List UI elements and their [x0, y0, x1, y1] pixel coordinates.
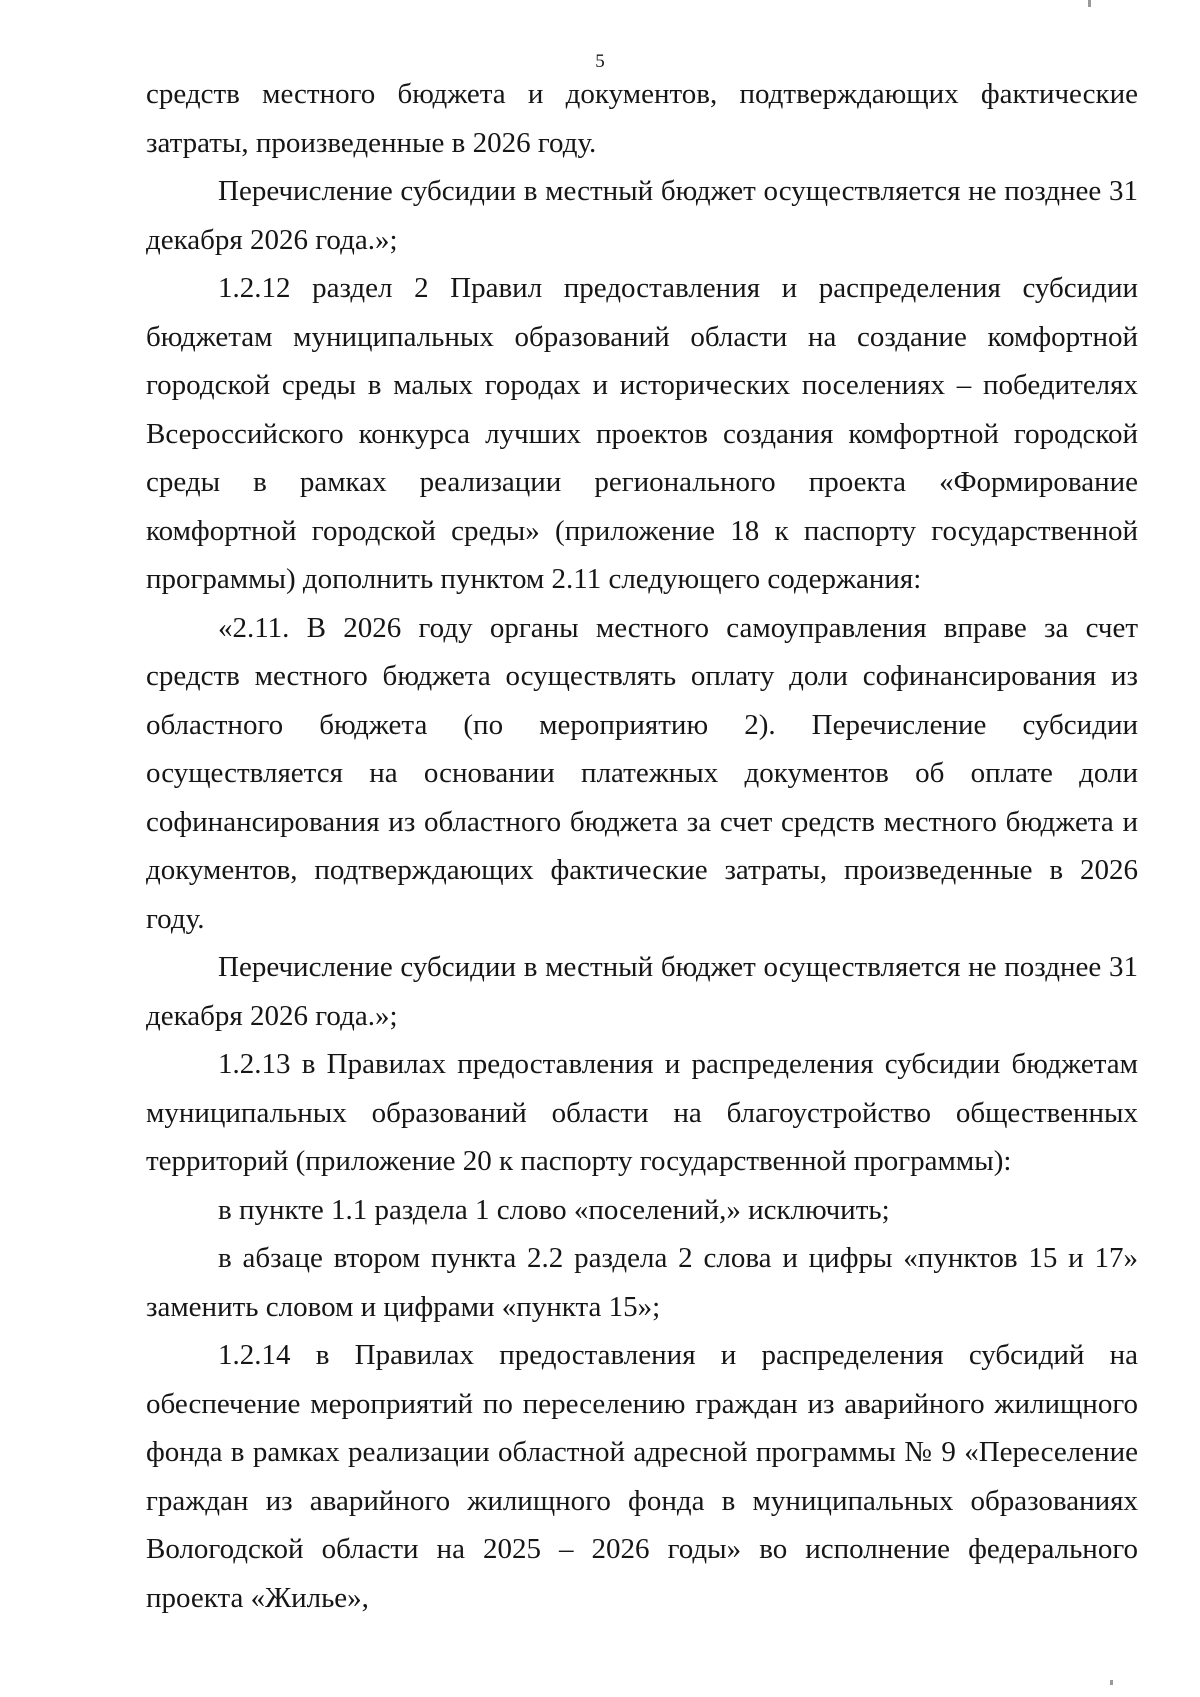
paragraph-transfer-deadline-2: Перечисление субсидии в местный бюджет осуществляется не позднее 31 декабря 2026 года.»; — [146, 951, 1138, 1032]
paragraph-continuation: средств местного бюджета и документов, подтверждающих фактические затраты, произведенные в 2026 году. — [146, 78, 1138, 159]
paragraph-clause-1-1: в пункте 1.1 раздела 1 слово «поселений,» исключить; — [218, 1193, 890, 1226]
scan-edge-mark — [1088, 0, 1091, 7]
scan-edge-mark-bottom — [1110, 1680, 1113, 1685]
paragraph-item-1-2-13: 1.2.13 в Правилах предоставления и распределения субсидии бюджетам муниципальных образований области на благоустройство общественных территорий (приложение 20 к паспорту государственной программы): — [146, 1048, 1138, 1177]
paragraph-item-1-2-12: 1.2.12 раздел 2 Правил предоставления и распределения субсидии бюджетам муниципальных образований области на создание комфортной городской среды в малых городах и исторических поселениях – победителях Всероссийского конкурса лучших проектов создания комфортной городской среды в рамках реализации регионального проекта «Формирование комфортной городской среды» (приложение 18 к паспорту государственной программы) дополнить пунктом 2.11 следующего содержания: — [146, 272, 1138, 595]
page-number: 5 — [595, 51, 605, 72]
paragraph-clause-2-2: в абзаце втором пункта 2.2 раздела 2 слова и цифры «пунктов 15 и 17» заменить словом и цифрами «пункта 15»; — [146, 1242, 1138, 1323]
document-body — [146, 70, 1138, 1622]
paragraph-item-2-11: «2.11. В 2026 году органы местного самоуправления вправе за счет средств местного бюджета осуществлять оплату доли софинансирования из областного бюджета (по мероприятию 2). Перечисление субсидии осуществляется на основании платежных документов об оплате доли софинансирования из областного бюджета за счет средств местного бюджета и документов, подтверждающих фактические затраты, произведенные в 2026 году. — [146, 611, 1138, 935]
paragraph-transfer-deadline: Перечисление субсидии в местный бюджет осуществляется не позднее 31 декабря 2026 года.»; — [146, 175, 1138, 256]
paragraph-item-1-2-14: 1.2.14 в Правилах предоставления и распределения субсидий на обеспечение мероприятий по переселению граждан из аварийного жилищного фонда в рамках реализации областной адресной программы № 9 «Переселение граждан из аварийного жилищного фонда в муниципальных образованиях Вологодской области на 2025 – 2026 годы» во исполнение федерального проекта «Жилье», — [146, 1339, 1138, 1614]
